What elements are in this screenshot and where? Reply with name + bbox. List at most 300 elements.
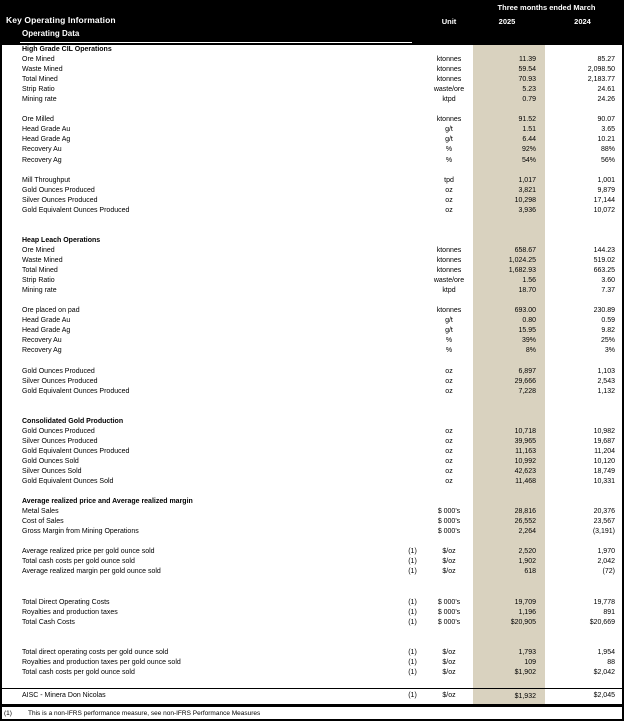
- metric-label: Total Mined: [22, 76, 58, 84]
- metric-label: Gold Ounces Sold: [22, 457, 79, 465]
- unit-cell: [425, 628, 473, 638]
- value-2025: 91.52: [473, 115, 545, 125]
- unit-cell: oz: [445, 196, 453, 204]
- value-2024: 663.25: [593, 267, 615, 275]
- unit-cell: tpd: [444, 176, 454, 184]
- section-header-row: [2, 417, 622, 427]
- value-2024: [545, 166, 622, 176]
- value-2024: (3,191): [592, 528, 615, 536]
- unit-cell: %: [445, 146, 453, 154]
- note-marker: [400, 45, 425, 55]
- note-marker: [400, 527, 425, 537]
- table-row: [2, 467, 622, 477]
- metric-label: Gold Equivalent Ounces Produced: [22, 206, 130, 214]
- table-body: [2, 45, 622, 707]
- unit-cell: oz: [445, 387, 453, 395]
- metric-label: Mining rate: [22, 287, 57, 295]
- value-2025: 15.95: [473, 326, 545, 336]
- note-marker: [400, 537, 425, 547]
- metric-label: Average realized price per gold ounce sold: [22, 548, 155, 556]
- table-row: [2, 306, 622, 316]
- note-marker: [400, 296, 425, 306]
- table-row: [2, 75, 622, 85]
- note-marker: (1): [408, 658, 417, 666]
- unit-cell: $ 000's: [437, 518, 461, 526]
- section-header-row: [2, 45, 622, 55]
- value-2025: 10,298: [473, 196, 545, 206]
- note-marker: [400, 638, 425, 648]
- value-2025: 11.39: [473, 55, 545, 65]
- metric-label: Silver Ounces Sold: [22, 467, 82, 475]
- value-2024: 24.61: [597, 86, 615, 94]
- value-2024: 7.37: [601, 287, 615, 295]
- unit-cell: ktpd: [442, 287, 456, 295]
- unit-cell: oz: [445, 377, 453, 385]
- value-2025: 54%: [473, 156, 545, 166]
- table-row: [2, 336, 622, 346]
- spacer-row: [2, 487, 622, 497]
- value-2024: [545, 628, 622, 638]
- value-2025: [473, 588, 545, 598]
- note-marker: [400, 367, 425, 377]
- footnote: [2, 707, 622, 720]
- metric-label: Total cash costs per gold ounce sold: [22, 558, 135, 566]
- value-2025: 6.44: [473, 135, 545, 145]
- value-2024: 24.26: [597, 96, 615, 104]
- footnote-marker: (1): [4, 710, 12, 717]
- note-marker: [400, 75, 425, 85]
- value-2025: 19,709: [473, 598, 545, 608]
- unit-cell: ktonnes: [436, 66, 462, 74]
- value-2024: [545, 577, 622, 587]
- metric-label: Consolidated Gold Production: [22, 417, 124, 425]
- note-marker: (1): [408, 618, 417, 626]
- operating-data-underline: [20, 42, 412, 43]
- table-row: [2, 447, 622, 457]
- note-marker: [400, 497, 425, 507]
- spacer-row: [2, 638, 622, 648]
- note-marker: [400, 156, 425, 166]
- value-2024: $2,045: [593, 692, 615, 699]
- note-marker: [400, 306, 425, 316]
- note-marker: [400, 678, 425, 688]
- column-header-2024: 2024: [574, 17, 591, 26]
- value-2025: 1.56: [473, 276, 545, 286]
- value-2025: 70.93: [473, 75, 545, 85]
- value-2024: 2,543: [597, 377, 615, 385]
- note-marker: [400, 427, 425, 437]
- metric-label: AISC - Minera Don Nicolas: [22, 692, 106, 699]
- table-row: [2, 688, 622, 707]
- value-2024: 88%: [600, 146, 615, 154]
- note-marker: (1): [408, 548, 417, 556]
- value-2024: 56%: [600, 156, 615, 164]
- note-marker: [400, 377, 425, 387]
- table-row: [2, 125, 622, 135]
- table-row: [2, 427, 622, 437]
- table-row: [2, 367, 622, 377]
- table-row: [2, 95, 622, 105]
- table-row: [2, 276, 622, 286]
- unit-cell: g/t: [445, 317, 453, 325]
- metric-label: Silver Ounces Produced: [22, 377, 98, 385]
- value-2025: [473, 356, 545, 366]
- value-2024: 19,687: [593, 437, 615, 445]
- note-marker: [400, 186, 425, 196]
- value-2025: 29,666: [473, 377, 545, 387]
- value-2025: [473, 678, 545, 688]
- metric-label: Head Grade Au: [22, 126, 71, 134]
- value-2024: [545, 678, 622, 688]
- value-2025: 1,196: [473, 608, 545, 618]
- unit-cell: g/t: [445, 136, 453, 144]
- unit-cell: [425, 105, 473, 115]
- metric-label: Gold Equivalent Ounces Produced: [22, 387, 130, 395]
- value-2024: 10,072: [593, 206, 615, 214]
- unit-cell: [425, 417, 473, 427]
- note-marker: [400, 95, 425, 105]
- unit-cell: $/oz: [442, 668, 456, 676]
- unit-cell: $/oz: [442, 558, 456, 566]
- value-2025: 59.54: [473, 65, 545, 75]
- column-header-2025: 2025: [498, 17, 516, 26]
- unit-cell: [425, 638, 473, 648]
- value-2025: 39,965: [473, 437, 545, 447]
- section-title-operating-data: Operating Data: [22, 29, 80, 38]
- unit-cell: $/oz: [442, 548, 456, 556]
- table-row: [2, 176, 622, 186]
- spacer-row: [2, 397, 622, 407]
- metric-label: [2, 226, 400, 236]
- value-2025: 1,024.25: [473, 256, 545, 266]
- value-2024: 10,982: [593, 427, 615, 435]
- value-2024: [545, 588, 622, 598]
- table-row: [2, 135, 622, 145]
- value-2025: 658.67: [473, 246, 545, 256]
- metric-label: [2, 407, 400, 417]
- note-marker: [400, 507, 425, 517]
- unit-cell: oz: [445, 186, 453, 194]
- value-2024: 10,331: [593, 478, 615, 486]
- value-2025: [473, 296, 545, 306]
- metric-label: [2, 628, 400, 638]
- value-2025: [473, 105, 545, 115]
- value-2025: 1,902: [473, 557, 545, 567]
- unit-cell: [425, 487, 473, 497]
- table-row: [2, 387, 622, 397]
- value-2025: [473, 577, 545, 587]
- table-row: [2, 527, 622, 537]
- value-2024: 88: [607, 658, 615, 666]
- value-2024: 3.65: [601, 126, 615, 134]
- unit-cell: oz: [445, 367, 453, 375]
- note-marker: [400, 577, 425, 587]
- table-row: [2, 608, 622, 618]
- metric-label: Recovery Au: [22, 146, 62, 154]
- note-marker: [400, 417, 425, 427]
- table-row: [2, 437, 622, 447]
- value-2024: [545, 417, 622, 427]
- unit-cell: $/oz: [442, 658, 456, 666]
- table-row: [2, 507, 622, 517]
- metric-label: Total Direct Operating Costs: [22, 598, 110, 606]
- value-2024: 891: [603, 608, 615, 616]
- value-2025: [473, 45, 545, 55]
- metric-label: Metal Sales: [22, 508, 59, 516]
- table-row: [2, 85, 622, 95]
- metric-label: Recovery Ag: [22, 156, 62, 164]
- unit-cell: [425, 296, 473, 306]
- value-2025: 26,552: [473, 517, 545, 527]
- spacer-row: [2, 577, 622, 587]
- value-2024: $2,042: [593, 668, 615, 676]
- value-2025: 1.51: [473, 125, 545, 135]
- value-2024: 0.59: [601, 317, 615, 325]
- spacer-row: [2, 588, 622, 598]
- unit-cell: ktonnes: [436, 307, 462, 315]
- value-2024: [545, 236, 622, 246]
- value-2025: [473, 397, 545, 407]
- note-marker: (1): [408, 668, 417, 676]
- value-2025: [473, 417, 545, 427]
- value-2025: 618: [473, 567, 545, 577]
- unit-cell: ktonnes: [436, 246, 462, 254]
- value-2025: 18.70: [473, 286, 545, 296]
- unit-cell: [425, 588, 473, 598]
- value-2025: 3,821: [473, 186, 545, 196]
- metric-label: Strip Ratio: [22, 86, 55, 94]
- value-2025: $20,905: [473, 618, 545, 628]
- note-marker: [400, 125, 425, 135]
- note-marker: [400, 316, 425, 326]
- value-2024: 10,120: [593, 457, 615, 465]
- spacer-row: [2, 628, 622, 638]
- metric-label: Waste Mined: [22, 66, 63, 74]
- note-marker: [400, 407, 425, 417]
- unit-cell: oz: [445, 457, 453, 465]
- metric-label: Mill Throughput: [22, 176, 71, 184]
- value-2025: 28,816: [473, 507, 545, 517]
- value-2025: [473, 407, 545, 417]
- value-2025: 10,992: [473, 457, 545, 467]
- value-2025: 1,682.93: [473, 266, 545, 276]
- metric-label: [2, 638, 400, 648]
- value-2024: 17,144: [593, 196, 615, 204]
- table-row: [2, 377, 622, 387]
- unit-cell: [425, 577, 473, 587]
- table-row: [2, 156, 622, 166]
- metric-label: Head Grade Ag: [22, 136, 71, 144]
- report-header: [2, 2, 622, 45]
- unit-cell: [425, 166, 473, 176]
- section-header-row: [2, 497, 622, 507]
- value-2024: 25%: [600, 337, 615, 345]
- value-2024: 3.60: [601, 277, 615, 285]
- unit-cell: oz: [445, 437, 453, 445]
- table-row: [2, 55, 622, 65]
- unit-cell: g/t: [445, 327, 453, 335]
- value-2024: 230.89: [593, 307, 615, 315]
- table-row: [2, 598, 622, 608]
- unit-cell: [425, 537, 473, 547]
- value-2025: 2,264: [473, 527, 545, 537]
- value-2025: [473, 216, 545, 226]
- value-2024: [545, 216, 622, 226]
- unit-cell: [425, 226, 473, 236]
- table-row: [2, 65, 622, 75]
- unit-cell: [425, 216, 473, 226]
- value-2024: [545, 397, 622, 407]
- unit-cell: %: [445, 347, 453, 355]
- value-2024: 23,567: [593, 518, 615, 526]
- note-marker: [400, 236, 425, 246]
- table-row: [2, 567, 622, 577]
- spacer-row: [2, 105, 622, 115]
- metric-label: Silver Ounces Produced: [22, 437, 98, 445]
- table-row: [2, 668, 622, 678]
- note-marker: [400, 176, 425, 186]
- unit-cell: %: [445, 337, 453, 345]
- value-2025: 2,520: [473, 547, 545, 557]
- note-marker: [400, 346, 425, 356]
- metric-label: High Grade CIL Operations: [22, 46, 112, 53]
- unit-cell: $ 000's: [437, 618, 461, 626]
- metric-label: Recovery Ag: [22, 347, 62, 355]
- value-2025: [473, 638, 545, 648]
- value-2024: 1,132: [597, 387, 615, 395]
- metric-label: Gold Ounces Produced: [22, 186, 95, 194]
- table-row: [2, 557, 622, 567]
- note-marker: [400, 286, 425, 296]
- table-row: [2, 658, 622, 668]
- value-2024: 519.02: [593, 256, 615, 264]
- table-row: [2, 266, 622, 276]
- note-marker: [400, 387, 425, 397]
- unit-cell: oz: [445, 447, 453, 455]
- metric-label: [2, 537, 400, 547]
- unit-cell: $ 000's: [437, 508, 461, 516]
- page-title: Key Operating Information: [6, 15, 116, 25]
- table-row: [2, 286, 622, 296]
- metric-label: Ore Mined: [22, 246, 55, 254]
- table-row: [2, 115, 622, 125]
- unit-cell: [425, 497, 473, 507]
- metric-label: Gold Ounces Produced: [22, 427, 95, 435]
- table-row: [2, 457, 622, 467]
- value-2025: 1,017: [473, 176, 545, 186]
- value-2024: 2,098.50: [587, 66, 615, 74]
- unit-cell: oz: [445, 467, 453, 475]
- unit-cell: [425, 356, 473, 366]
- value-2024: 85.27: [597, 56, 615, 64]
- table-row: [2, 326, 622, 336]
- metric-label: Total cash costs per gold ounce sold: [22, 668, 135, 676]
- value-2024: [545, 356, 622, 366]
- value-2024: 2,042: [597, 558, 615, 566]
- unit-cell: [425, 397, 473, 407]
- value-2024: 10.21: [597, 136, 615, 144]
- spacer-row: [2, 678, 622, 688]
- table-row: [2, 346, 622, 356]
- value-2024: [545, 497, 622, 507]
- value-2025: 6,897: [473, 367, 545, 377]
- value-2024: 3%: [604, 347, 615, 355]
- note-marker: [400, 437, 425, 447]
- table-row: [2, 547, 622, 557]
- value-2025: [473, 166, 545, 176]
- note-marker: [400, 216, 425, 226]
- value-2025: [473, 628, 545, 638]
- unit-cell: ktpd: [442, 96, 456, 104]
- unit-cell: [425, 45, 473, 55]
- unit-cell: ktonnes: [436, 256, 462, 264]
- note-marker: [400, 457, 425, 467]
- unit-cell: $/oz: [442, 692, 456, 699]
- metric-label: Silver Ounces Produced: [22, 196, 98, 204]
- spacer-row: [2, 226, 622, 236]
- note-marker: (1): [408, 598, 417, 606]
- value-2025: [473, 226, 545, 236]
- value-2024: 11,204: [594, 447, 615, 455]
- value-2024: 2,183.77: [587, 76, 615, 84]
- value-2025: 10,718: [473, 427, 545, 437]
- value-2024: 1,103: [597, 367, 615, 375]
- metric-label: [2, 216, 400, 226]
- metric-label: Gold Ounces Produced: [22, 367, 95, 375]
- value-2025: 1,793: [473, 648, 545, 658]
- metric-label: Recovery Au: [22, 337, 62, 345]
- metric-label: Royalties and production taxes per gold ounce sold: [22, 658, 181, 666]
- metric-label: [2, 487, 400, 497]
- table-row: [2, 145, 622, 155]
- unit-cell: ktonnes: [436, 56, 462, 64]
- unit-cell: ktonnes: [436, 116, 462, 124]
- unit-cell: $ 000's: [437, 528, 461, 536]
- value-2024: 9.82: [601, 327, 615, 335]
- table-row: [2, 517, 622, 527]
- table-row: [2, 196, 622, 206]
- note-marker: (1): [408, 692, 417, 699]
- note-marker: [400, 628, 425, 638]
- metric-label: Average realized price and Average realized margin: [22, 498, 193, 506]
- metric-label: Gross Margin from Mining Operations: [22, 528, 139, 536]
- value-2024: [545, 105, 622, 115]
- spacer-row: [2, 537, 622, 547]
- note-marker: [400, 206, 425, 216]
- note-marker: [400, 135, 425, 145]
- metric-label: Head Grade Ag: [22, 327, 71, 335]
- unit-cell: oz: [445, 427, 453, 435]
- metric-label: Mining rate: [22, 96, 57, 104]
- value-2025: 7,228: [473, 387, 545, 397]
- spacer-row: [2, 407, 622, 417]
- note-marker: [400, 326, 425, 336]
- value-2025: [473, 487, 545, 497]
- note-marker: [400, 115, 425, 125]
- spacer-row: [2, 216, 622, 226]
- metric-label: Head Grade Au: [22, 317, 71, 325]
- unit-cell: %: [445, 156, 453, 164]
- value-2024: 1,954: [597, 648, 615, 656]
- value-2025: 3,936: [473, 206, 545, 216]
- unit-cell: $ 000's: [437, 608, 461, 616]
- section-header-row: [2, 236, 622, 246]
- note-marker: [400, 447, 425, 457]
- unit-cell: $/oz: [442, 648, 456, 656]
- metric-label: Total Mined: [22, 267, 58, 275]
- value-2024: [545, 45, 622, 55]
- spacer-row: [2, 356, 622, 366]
